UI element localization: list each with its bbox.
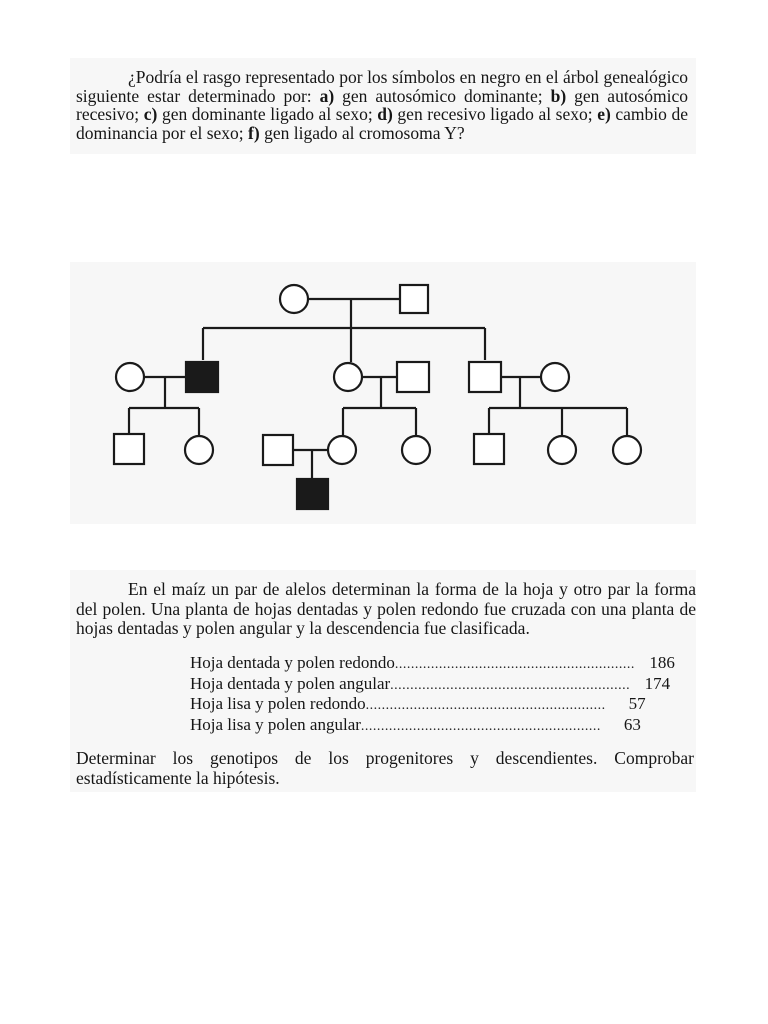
gen3-female (548, 436, 576, 464)
option-f-text: gen ligado al cromosoma Y? (259, 122, 465, 143)
option-d-text: gen recesivo ligado al sexo; (392, 104, 598, 125)
pedigree-individuals (114, 285, 641, 509)
gen2-female-spouse (116, 363, 144, 391)
result-label: Hoja lisa y polen angular (190, 714, 361, 734)
leader-dots: ............................................................ (360, 718, 601, 734)
gen1-male (400, 285, 428, 313)
option-b-text: gen autosómico recesivo; (76, 85, 688, 125)
result-row (190, 714, 641, 737)
option-e-letter: e) (597, 104, 611, 125)
gen3-male-spouse (263, 435, 293, 465)
option-c-text: gen dominante ligado al sexo; (157, 104, 378, 125)
results-table (190, 653, 675, 736)
gen3-female (613, 436, 641, 464)
result-row (190, 653, 675, 675)
result-count: 57 (628, 694, 646, 713)
result-row (190, 694, 646, 716)
gen2-female-spouse (541, 363, 569, 391)
result-label: Hoja dentada y polen redondo (190, 653, 395, 672)
question-2-task: Determinar los genotipos de los progenitores y descendientes. Comprobar estadísticamente la hipótesis. (76, 748, 694, 788)
option-a-text: gen autosómico dominante; (334, 85, 551, 106)
gen3-female (185, 436, 213, 464)
result-row (190, 673, 671, 696)
result-label: Hoja lisa y polen redondo (190, 694, 366, 713)
gen2-female (334, 363, 362, 391)
gen1-female (280, 285, 308, 313)
option-c-letter: c) (143, 104, 158, 125)
leader-dots: ............................................................ (390, 677, 631, 693)
option-f-letter: f) (248, 122, 260, 143)
result-label: Hoja dentada y polen angular (190, 673, 391, 693)
result-count: 174 (644, 673, 671, 693)
gen2-male-affected (186, 362, 218, 392)
question-2-intro: En el maíz un par de alelos determinan la forma de la hoja y otro par la forma del polen. Una planta de hojas dentadas y polen redondo fue cruzada con una planta de hojas dentadas y polen angular y la descendencia fue clasificada. (76, 579, 696, 638)
option-b-letter: b) (550, 85, 567, 106)
gen3-female (328, 436, 356, 464)
gen3-male (114, 434, 144, 464)
result-count: 63 (623, 714, 641, 734)
result-count: 186 (649, 653, 675, 672)
q1-stem: ¿Podría el rasgo representado por los símbolos en negro en el árbol genealógico siguiente estar determinado por: (76, 67, 688, 106)
gen3-female (402, 436, 430, 464)
gen2-male-spouse (397, 362, 429, 392)
gen3-male (474, 434, 504, 464)
option-a-letter: a) (319, 85, 335, 106)
gen4-male-affected (297, 479, 328, 509)
gen2-male (469, 362, 501, 392)
option-d-letter: d) (377, 104, 393, 125)
leader-dots: ............................................................ (365, 698, 606, 713)
option-e-text: cambio de dominancia por el sexo; (76, 104, 688, 143)
leader-dots: ............................................................ (394, 657, 635, 672)
